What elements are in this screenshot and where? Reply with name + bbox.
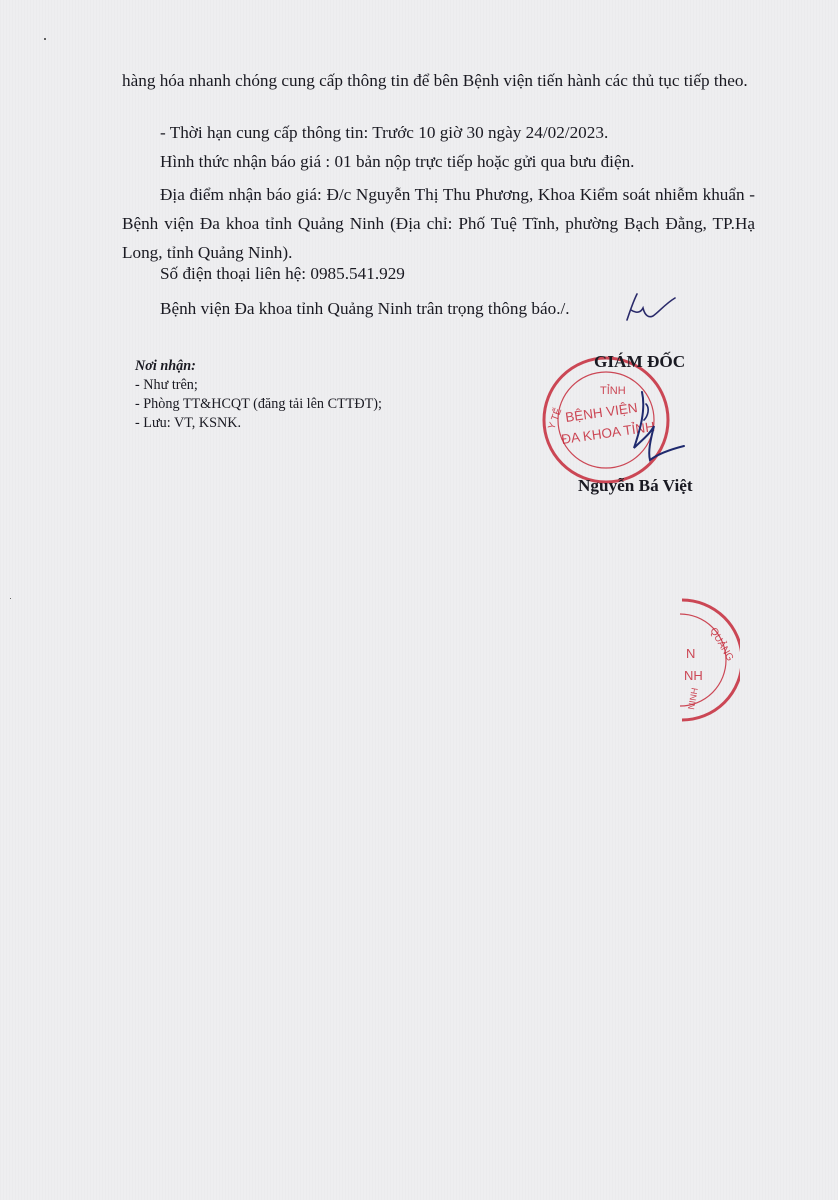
location-paragraph bbox=[122, 180, 755, 267]
signatory-title: GIÁM ĐỐC bbox=[594, 352, 686, 371]
body-paragraph-continuation bbox=[122, 66, 755, 95]
stamp-ring-left-text: Y TẾ bbox=[546, 406, 565, 432]
form-line: Hình thức nhận báo giá : 01 bản nộp trực tiếp hoặc gửi qua bưu điện. bbox=[160, 152, 635, 171]
side-stamp-ring-text: QUẢNG bbox=[707, 626, 736, 664]
initial-signature-mark bbox=[619, 290, 681, 328]
page-edge-seal-stamp bbox=[660, 596, 740, 726]
director-signature bbox=[620, 390, 690, 470]
stamp-inner-line-2: ĐA KHOA TỈNH bbox=[560, 418, 656, 447]
recipient-item: - Như trên; bbox=[135, 377, 198, 393]
recipients-heading: Nơi nhận: bbox=[135, 358, 196, 374]
recipient-item: - Lưu: VT, KSNK. bbox=[135, 415, 242, 431]
side-stamp-inner-1: N bbox=[686, 646, 696, 661]
scan-speck bbox=[10, 598, 11, 599]
side-stamp-inner-2: NH bbox=[684, 668, 703, 683]
signatory-name: Nguyễn Bá Việt bbox=[578, 476, 693, 495]
side-stamp-bottom-text: NINH bbox=[686, 686, 700, 711]
recipient-item: - Phòng TT&HCQT (đăng tải lên CTTĐT); bbox=[135, 396, 382, 412]
scan-speck bbox=[44, 38, 46, 40]
paragraph-text: hàng hóa nhanh chóng cung cấp thông tin để bên Bệnh viện tiến hành các thủ tục tiếp theo. bbox=[122, 71, 748, 90]
closing-line: Bệnh viện Đa khoa tỉnh Quảng Ninh trân trọng thông báo./. bbox=[160, 299, 570, 318]
stamp-inner-line-1: BỆNH VIỆN bbox=[564, 399, 639, 425]
stamp-ring-text: TỈNH bbox=[600, 385, 626, 397]
phone-line: Số điện thoại liên hệ: 0985.541.929 bbox=[160, 264, 405, 283]
location-text: Địa điểm nhận báo giá: Đ/c Nguyễn Thị Thu Phương, Khoa Kiểm soát nhiễm khuẩn - Bệnh viện Đa khoa tỉnh Quảng Ninh (Địa chỉ: Phố Tuệ Tĩnh, phường Bạch Đằng, TP.Hạ Long, tỉnh Quảng Ninh). bbox=[122, 185, 755, 262]
recipients-block bbox=[135, 357, 382, 433]
deadline-line: - Thời hạn cung cấp thông tin: Trước 10 giờ 30 ngày 24/02/2023. bbox=[160, 123, 609, 142]
